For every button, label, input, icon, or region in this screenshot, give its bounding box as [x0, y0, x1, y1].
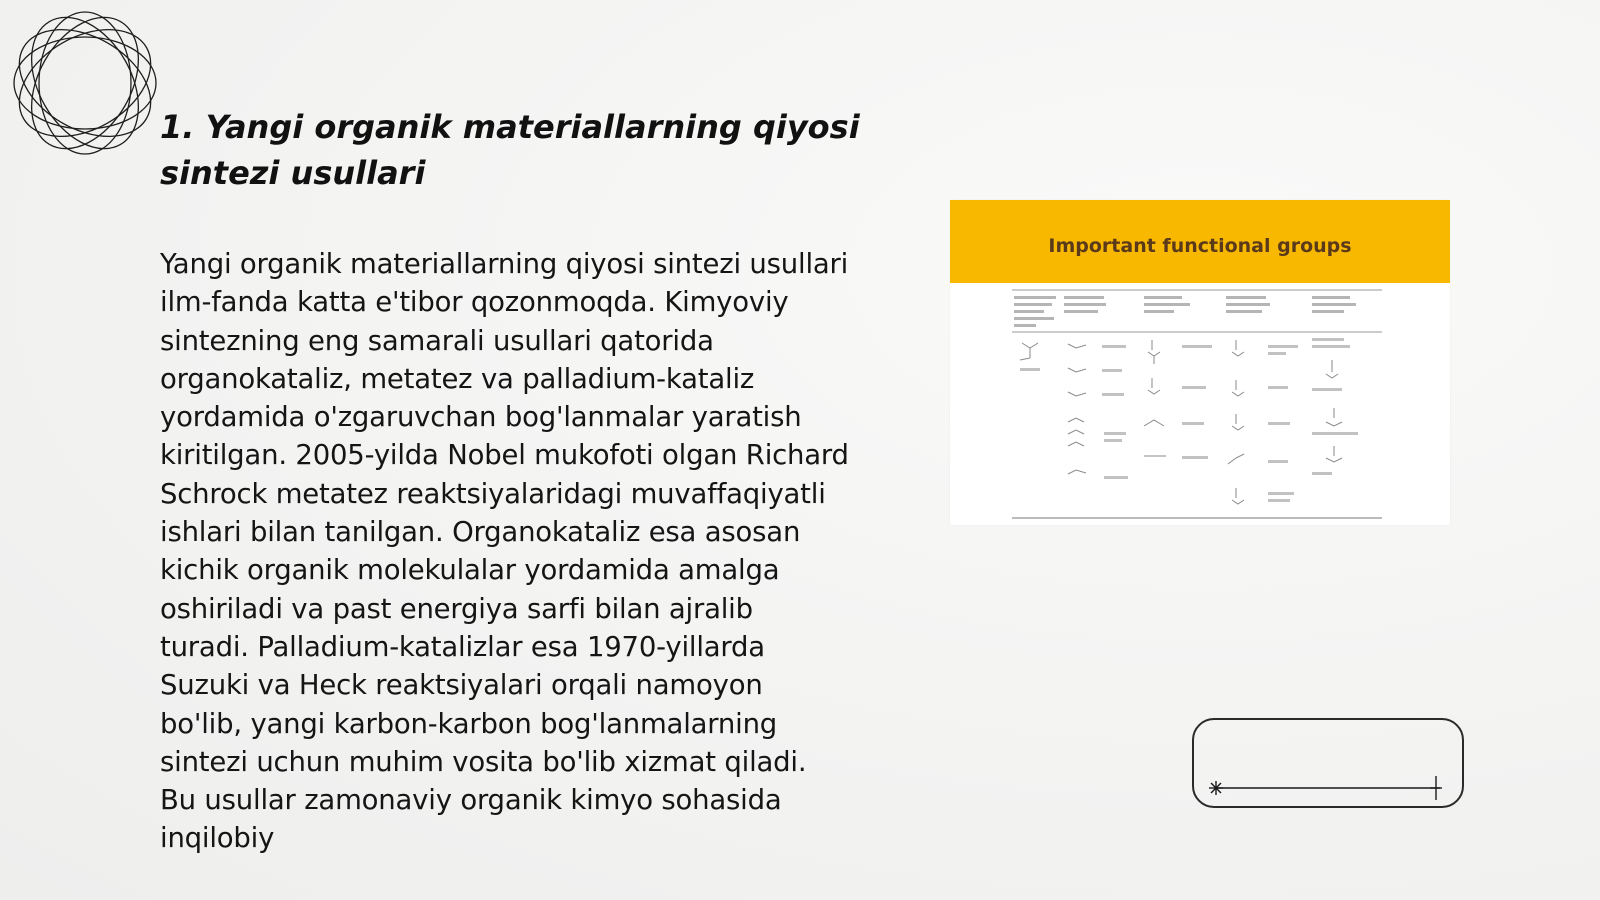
line-with-star-ornament [1194, 720, 1466, 810]
circles-ornament-icon [10, 8, 160, 158]
functional-groups-table-image [1012, 288, 1386, 520]
ornament-box [1192, 718, 1464, 808]
figure-header [950, 200, 1450, 283]
slide-title: 1. Yangi organik materiallarning qiyosi sintezi usullari [160, 108, 860, 192]
functional-groups-figure [950, 200, 1450, 525]
figure-title: Important functional groups [1048, 234, 1352, 257]
body-text: Yangi organik materiallarning qiyosi sintezi usullari ilm-fanda katta e'tibor qozonmoqda. Kimyoviy sintezning eng samarali usullari qatorida organokataliz, metatez va palladium-kataliz yordamida o'zgaruvchan bog'lanmalar yaratish kiritilgan. 2005-yilda Nobel mukofoti olgan Richard Schrock metatez reaktsiyalaridagi muvaffaqiyatli ishlari bilan tanilgan. Organokataliz esa asosan kichik organik molekulalar yordamida amalga oshiriladi va past energiya sarfi bilan ajralib turadi. Palladium-katalizlar esa 1970-yillarda Suzuki va Heck reaktsiyalari orqali namoyon bo'lib, yangi karbon-karbon bog'lanmalarning sintezi uchun muhim vosita bo'lib xizmat qiladi. Bu usullar zamonaviy organik kimyo sohasida inqilobiy [160, 248, 849, 855]
